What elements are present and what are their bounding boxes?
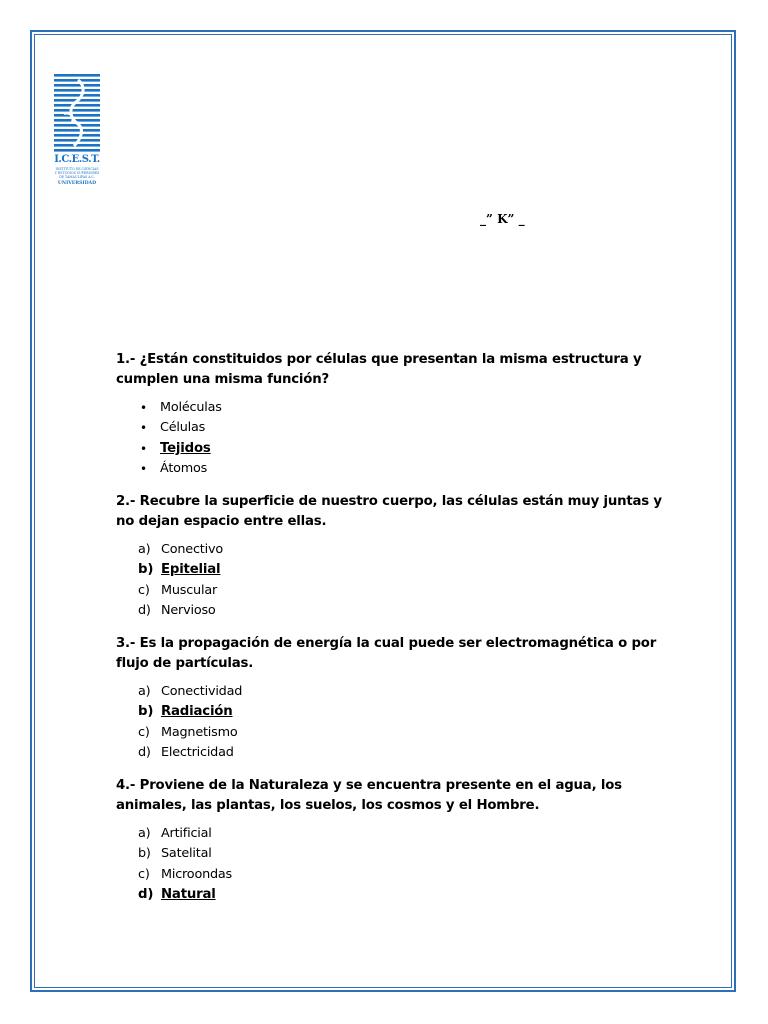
answer-option bbox=[116, 824, 676, 844]
answer-option-correct bbox=[116, 560, 676, 580]
option-letter: d) bbox=[138, 886, 154, 902]
logo-name: I.C.E.S.T. bbox=[54, 154, 100, 165]
question-block bbox=[116, 634, 676, 763]
question-text: 4.- Proviene de la Naturaleza y se encuentra presente en el agua, los animales, las plantas, los suelos, los cosmos y el Hombre. bbox=[116, 778, 622, 813]
option-letter: d) bbox=[138, 744, 151, 760]
answer-option bbox=[116, 459, 676, 479]
question-text: 2.- Recubre la superficie de nuestro cuerpo, las células están muy juntas y no dejan espacio entre ellas. bbox=[116, 494, 662, 529]
logo-subtitle-line: DE TAMAULIPAS A.C. bbox=[59, 175, 95, 179]
answer-options bbox=[116, 540, 676, 621]
bullet-icon: • bbox=[140, 441, 147, 456]
option-text: Radiación bbox=[161, 704, 233, 720]
option-text: Tejidos bbox=[160, 440, 211, 456]
option-text: Natural bbox=[161, 886, 216, 902]
answer-option bbox=[116, 601, 676, 621]
answer-option-correct bbox=[116, 439, 676, 459]
option-letter: b) bbox=[138, 704, 154, 720]
option-text: Muscular bbox=[161, 582, 218, 598]
option-text: Magnetismo bbox=[161, 724, 238, 740]
option-text: Nervioso bbox=[161, 602, 216, 618]
answer-option bbox=[116, 398, 676, 418]
option-text: Microondas bbox=[161, 866, 233, 882]
answer-option-correct bbox=[116, 702, 676, 722]
option-text: Electricidad bbox=[161, 744, 234, 760]
institution-logo bbox=[54, 74, 100, 190]
question-text: 3.- Es la propagación de energía la cual puede ser electromagnética o por flujo de partículas. bbox=[116, 636, 657, 671]
option-text: Conectivo bbox=[161, 542, 223, 557]
logo-subtitle-line: Y ESTUDIOS SUPERIORES bbox=[54, 171, 100, 175]
answer-option bbox=[116, 418, 676, 438]
option-letter: a) bbox=[138, 826, 151, 841]
bullet-icon: • bbox=[140, 401, 147, 415]
answer-option bbox=[116, 581, 676, 601]
option-text: Átomos bbox=[160, 460, 208, 476]
answer-options bbox=[116, 682, 676, 763]
logo-stripes-icon bbox=[54, 74, 100, 152]
option-text: Moléculas bbox=[160, 400, 222, 415]
bullet-icon: • bbox=[140, 421, 147, 436]
answer-options bbox=[116, 824, 676, 905]
logo-university: UNIVERSIDAD bbox=[57, 181, 97, 186]
answer-option bbox=[116, 682, 676, 702]
option-text: Satelital bbox=[161, 846, 212, 862]
answer-option bbox=[116, 743, 676, 763]
option-letter: b) bbox=[138, 846, 151, 862]
option-text: Epitelial bbox=[161, 562, 221, 578]
answer-option-correct bbox=[116, 885, 676, 905]
exam-code-label: _” K” _ bbox=[480, 212, 525, 226]
bullet-icon: • bbox=[140, 461, 147, 476]
option-letter: c) bbox=[138, 582, 150, 598]
option-letter: a) bbox=[138, 684, 151, 699]
option-text: Células bbox=[160, 420, 206, 436]
option-text: Conectividad bbox=[161, 684, 243, 699]
question-block bbox=[116, 492, 676, 621]
answer-option bbox=[116, 540, 676, 560]
option-text: Artificial bbox=[161, 826, 212, 841]
answer-option bbox=[116, 844, 676, 864]
option-letter: d) bbox=[138, 602, 151, 618]
answer-options bbox=[116, 398, 676, 479]
question-text: 1.- ¿Están constituidos por células que presentan la misma estructura y cumplen una misma función? bbox=[116, 352, 642, 387]
option-letter: c) bbox=[138, 866, 150, 882]
option-letter: b) bbox=[138, 562, 154, 578]
answer-option bbox=[116, 723, 676, 743]
option-letter: a) bbox=[138, 542, 151, 557]
option-letter: c) bbox=[138, 724, 150, 740]
answer-option bbox=[116, 865, 676, 885]
question-block bbox=[116, 350, 676, 479]
question-block bbox=[116, 776, 676, 905]
logo-subtitle-line: INSTITUTO DE CIENCIAS bbox=[55, 167, 99, 171]
